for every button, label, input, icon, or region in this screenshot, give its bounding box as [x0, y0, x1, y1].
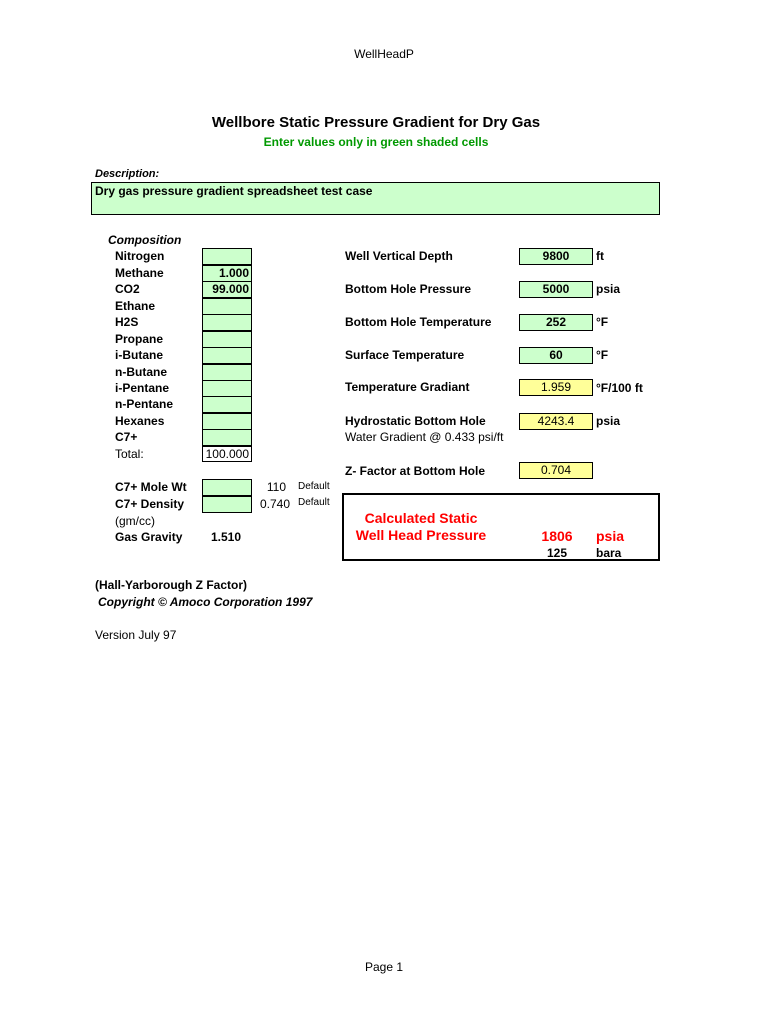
page-number: Page 1	[364, 960, 404, 974]
result-title-line1: Calculated Static	[364, 510, 478, 526]
comp-input-methane[interactable]: 1.000	[202, 265, 252, 282]
z-factor-label: Z- Factor at Bottom Hole	[345, 464, 485, 478]
temp-gradient-label: Temperature Gradiant	[345, 380, 470, 394]
c7-density-label: C7+ Density	[115, 497, 185, 511]
bht-label: Bottom Hole Temperature	[345, 315, 492, 329]
comp-input-i-pentane[interactable]	[202, 380, 252, 397]
comp-input-nitrogen[interactable]	[202, 248, 252, 265]
surface-temp-unit: °F	[596, 348, 609, 362]
temp-gradient-value: 1.959	[519, 379, 593, 396]
comp-input-hexanes[interactable]	[202, 413, 252, 430]
description-label: Description:	[95, 168, 160, 180]
depth-input[interactable]: 9800	[519, 248, 593, 265]
comp-input-i-butane[interactable]	[202, 347, 252, 364]
comp-label-methane: Methane	[115, 266, 164, 280]
comp-input-h2s[interactable]	[202, 314, 252, 331]
surface-temp-label: Surface Temperature	[345, 348, 465, 362]
z-factor-value: 0.704	[519, 462, 593, 479]
comp-input-co2[interactable]: 99.000	[202, 281, 252, 298]
temp-gradient-unit: °F/100 ft	[596, 381, 643, 395]
gas-gravity-value: 1.510	[211, 530, 242, 544]
c7-mole-wt-label: C7+ Mole Wt	[115, 480, 187, 494]
comp-label-nitrogen: Nitrogen	[115, 249, 165, 263]
depth-label: Well Vertical Depth	[345, 249, 453, 263]
comp-input-propane[interactable]	[202, 331, 252, 348]
comp-label-propane: Propane	[115, 332, 164, 346]
comp-total-value: 100.000	[202, 446, 252, 462]
c7-mole-wt-default-tag: Default	[298, 481, 330, 492]
comp-label-i-pentane: i-Pentane	[115, 381, 170, 395]
comp-input-n-pentane[interactable]	[202, 396, 252, 413]
comp-label-n-pentane: n-Pentane	[115, 397, 174, 411]
comp-label-ethane: Ethane	[115, 299, 156, 313]
method-note: (Hall-Yarborough Z Factor)	[95, 578, 248, 592]
comp-input-c7plus[interactable]	[202, 429, 252, 446]
c7-density-default-value: 0.740	[259, 497, 290, 511]
comp-label-co2: CO2	[115, 282, 140, 296]
comp-input-n-butane[interactable]	[202, 364, 252, 381]
c7-mole-wt-default-value: 110	[266, 480, 286, 494]
result-title-line2: Well Head Pressure	[355, 527, 487, 543]
composition-heading: Composition	[108, 233, 182, 247]
copyright-note: Copyright © Amoco Corporation 1997	[98, 595, 313, 609]
surface-temp-input[interactable]: 60	[519, 347, 593, 364]
wellhead-pressure-bara: 125	[546, 546, 568, 560]
bhp-unit: psia	[596, 282, 621, 296]
bhp-input[interactable]: 5000	[519, 281, 593, 298]
water-gradient-note: Water Gradient @ 0.433 psi/ft	[345, 430, 504, 444]
c7-density-unit: (gm/cc)	[115, 514, 155, 528]
bhp-label: Bottom Hole Pressure	[345, 282, 472, 296]
gas-gravity-label: Gas Gravity	[115, 530, 183, 544]
comp-label-h2s: H2S	[115, 315, 139, 329]
comp-label-hexanes: Hexanes	[115, 414, 165, 428]
comp-label-c7plus: C7+	[115, 430, 138, 444]
version-note: Version July 97	[95, 628, 177, 642]
comp-label-i-butane: i-Butane	[115, 348, 163, 362]
hydrostatic-unit: psia	[596, 414, 621, 428]
page-subtitle: Enter values only in green shaded cells	[263, 135, 489, 149]
c7-mole-wt-input[interactable]	[202, 479, 252, 496]
wellhead-pressure-psia-unit: psia	[596, 528, 625, 544]
page-title: Wellbore Static Pressure Gradient for Dry Gas	[211, 114, 541, 131]
c7-density-input[interactable]	[202, 496, 252, 513]
comp-label-n-butane: n-Butane	[115, 365, 167, 379]
comp-input-ethane[interactable]	[202, 298, 252, 315]
wellhead-pressure-bara-unit: bara	[596, 546, 622, 560]
depth-unit: ft	[596, 249, 604, 263]
wellhead-pressure-psia: 1806	[541, 528, 573, 544]
bht-unit: °F	[596, 315, 609, 329]
hydrostatic-value: 4243.4	[519, 413, 593, 430]
hydrostatic-label: Hydrostatic Bottom Hole	[345, 414, 486, 428]
sheet-header: WellHeadP	[354, 47, 414, 61]
bht-input[interactable]: 252	[519, 314, 593, 331]
comp-total-label: Total:	[115, 447, 144, 461]
c7-density-default-tag: Default	[298, 497, 330, 508]
description-field[interactable]: Dry gas pressure gradient spreadsheet test case	[91, 182, 660, 215]
